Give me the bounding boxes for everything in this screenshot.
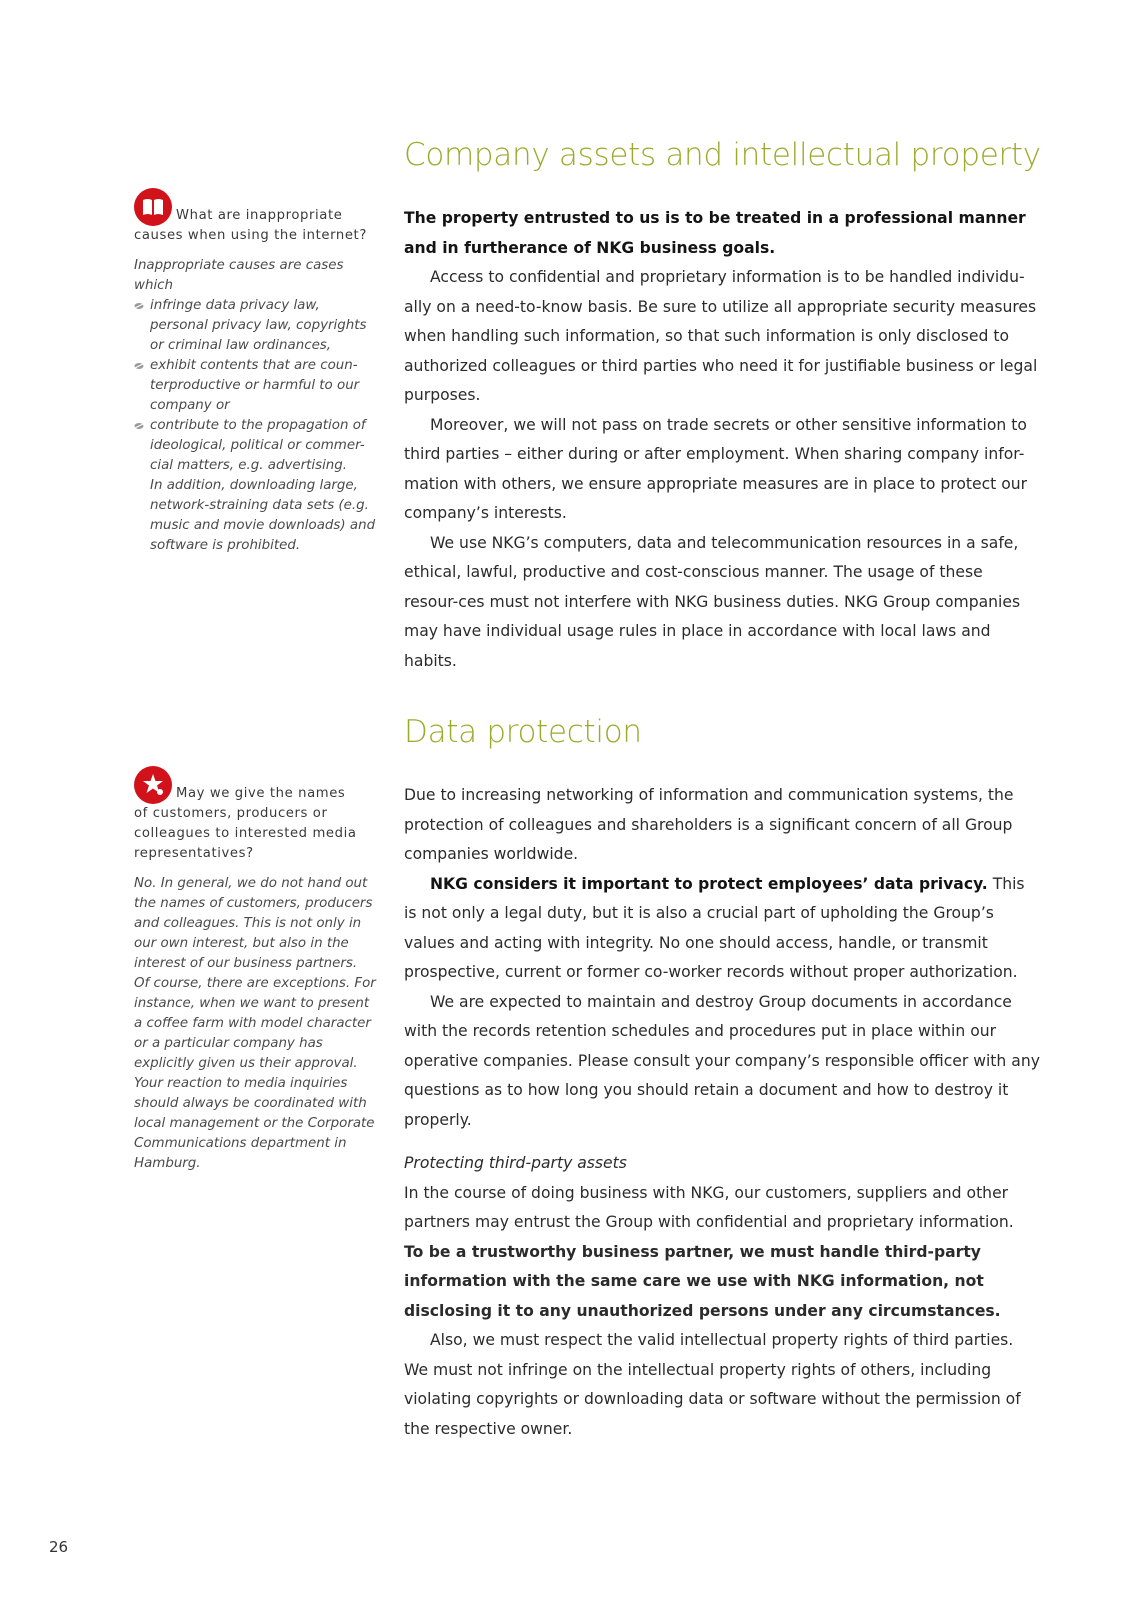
sidebar-media-question bbox=[134, 766, 379, 1174]
section-company-assets-body bbox=[404, 204, 1040, 676]
star-burst-icon bbox=[134, 766, 172, 804]
list-item: infringe data privacy law, personal privacy law, copyrights or criminal law ordinances, bbox=[134, 296, 379, 356]
sidebar-answer-addendum: In addition, downloading large, network-straining data sets (e.g. music and movie downloads) and software is prohibited. bbox=[150, 478, 376, 553]
emphasis: NKG considers it important to protect employees’ data privacy. bbox=[430, 874, 988, 893]
paragraph: We are expected to maintain and destroy Group documents in accordance with the records retention schedules and procedures put in place within our operative companies. Please consult your company’s responsible officer with any questions as to how long you should retain a document and how to destroy it properly. bbox=[404, 992, 1040, 1129]
paragraph: Moreover, we will not pass on trade secrets or other sensitive information to third parties – either during or after employment. When sharing company infor-mation with others, we ensure appropriate measures are in place to protect our company’s interests. bbox=[404, 415, 1028, 522]
section-title-data-protection: Data protection bbox=[404, 714, 642, 750]
sidebar-internet-question bbox=[134, 188, 379, 556]
sidebar-bullet-list bbox=[134, 296, 379, 556]
book-icon bbox=[134, 188, 172, 226]
leaf-bullet-icon bbox=[134, 422, 144, 430]
sidebar-answer: No. In general, we do not hand out the names of customers, producers and colleagues. This is not only in our own interest, but also in the interest of our business partners. bbox=[134, 876, 373, 971]
list-item: contribute to the propagation of ideological, political or commer-cial matters, e.g. advertising. In addition, downloading large, network-straining data sets (e.g. music and movie downloads) and software is prohibited. bbox=[134, 416, 379, 556]
page-number: 26 bbox=[49, 1538, 69, 1556]
sidebar-question-header bbox=[134, 188, 379, 226]
sidebar-question-rest: of customers, producers or colleagues to interested media representatives? bbox=[134, 806, 357, 861]
sidebar-question-line1: May we give the names bbox=[176, 786, 346, 801]
sidebar-question-line1: What are inappropriate bbox=[176, 208, 343, 223]
subheading-third-party-assets: Protecting third-party assets bbox=[404, 1154, 627, 1172]
sidebar-question-line2: causes when using the internet? bbox=[134, 228, 367, 243]
paragraph: Also, we must respect the valid intellectual property rights of third parties. We must not infringe on the intellectual property rights of others, including violating copyrights or downloading data or software without the permission of the respective owner. bbox=[404, 1331, 1021, 1438]
emphasis-paragraph: To be a trustworthy business partner, we must handle third-party information with the same care we use with NKG information, not disclosing it to any unauthorized persons under any circumstances. bbox=[404, 1242, 1001, 1320]
paragraph: Access to confidential and proprietary information is to be handled individu-ally on a need-to-know basis. Be sure to utilize all appropriate security measures when handling such information, so that such information is only disclosed to authorized colleagues or third parties who need it for justifiable business or legal purposes. bbox=[404, 268, 1038, 404]
leaf-bullet-icon bbox=[134, 362, 144, 370]
section-data-protection-body bbox=[404, 781, 1040, 1444]
paragraph: NKG considers it important to protect employees’ data privacy. This is not only a legal duty, but it is also a crucial part of upholding the Group’s values and acting with integrity. No one should access, handle, or transmit prospective, current or former co-worker records without proper authorization. bbox=[404, 874, 1025, 981]
paragraph: We use NKG’s computers, data and telecommunication resources in a safe, ethical, lawful, productive and cost-conscious manner. The usage of these resour-ces must not interfere with NKG business duties. NKG Group companies may have individual usage rules in place in accordance with local laws and habits. bbox=[404, 533, 1021, 670]
list-item: exhibit contents that are coun-terproductive or harmful to our company or bbox=[134, 356, 379, 416]
paragraph: Due to increasing networking of information and communication systems, the protection of colleagues and shareholders is a significant concern of all Group companies worldwide. bbox=[404, 786, 1014, 863]
sidebar-answer-intro: Inappropriate causes are cases which bbox=[134, 258, 344, 293]
sidebar-answer-continued: Of course, there are exceptions. For instance, when we want to present a coffee farm with model character or a particular company has explicitly given us their approval. Your reaction to media inquiries should always be coordinated with local management or the Corporate Communications department in Hamburg. bbox=[134, 976, 376, 1171]
paragraph: In the course of doing business with NKG, our customers, suppliers and other partners may entrust the Group with confidential and proprietary information. bbox=[404, 1183, 1014, 1231]
sidebar-question-header bbox=[134, 766, 379, 804]
leaf-bullet-icon bbox=[134, 302, 144, 310]
section-title-company-assets: Company assets and intellectual property bbox=[404, 137, 1041, 173]
section-lead: The property entrusted to us is to be treated in a professional manner and in furtherance of NKG business goals. bbox=[404, 209, 1026, 257]
